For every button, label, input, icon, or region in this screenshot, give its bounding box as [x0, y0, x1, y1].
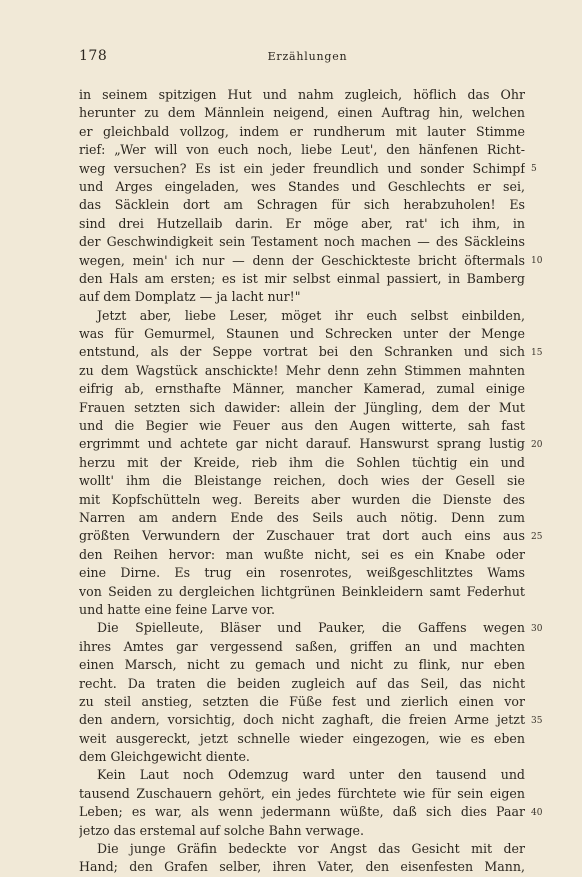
text-line: Hand; den Grafen selber, ihren Vater, den eisenfesten Mann,: [79, 859, 525, 875]
text-line: und hatte eine feine Larve vor.: [79, 601, 276, 617]
running-title: Erzählungen: [267, 50, 348, 63]
text-line: Leben; es war, als wenn jedermann wüßte, daß sich dies Paar: [79, 804, 525, 820]
margin-line-number: 35: [531, 715, 543, 726]
text-line: jetzo das erstemal auf solche Bahn verwage.: [79, 822, 364, 838]
text-line: sind drei Hutzellaib darin. Er möge aber, rat' ich ihm, in: [79, 215, 525, 231]
text-line: wegen, mein' ich nur — denn der Geschickteste bricht öftermals: [79, 252, 525, 268]
text-line: wollt' ihm die Bleistange reichen, doch wies der Gesell sie: [79, 473, 525, 489]
text-line: Die Spielleute, Bläser und Pauker, die Gaffens wegen: [97, 620, 525, 636]
text-line: und die Begier wie Feuer aus den Augen witterte, sah fast: [79, 418, 525, 434]
text-line: in seinem spitzigen Hut und nahm zugleich, höflich das Ohr: [79, 87, 525, 102]
text-line: Kein Laut noch Odemzug ward unter den tausend und: [97, 767, 525, 783]
page-header: [79, 48, 536, 66]
text-line: zu steil anstieg, setzten die Füße fest und zierlich einen vor: [79, 693, 525, 709]
text-line: von Seiden zu dergleichen lichtgrünen Beinkleidern samt Federhut: [79, 583, 525, 599]
text-line: tausend Zuschauern gehört, ein jedes fürchtete wie für sein eigen: [79, 785, 525, 801]
margin-line-number: 40: [531, 807, 543, 818]
text-line: den Reihen hervor: man wußte nicht, sei es ein Knabe oder: [79, 546, 525, 562]
text-line: ergrimmt und achtete gar nicht darauf. Hanswurst sprang lustig: [79, 436, 525, 452]
text-line: weit ausgereckt, jetzt schnelle wieder eingezogen, wie es eben: [79, 730, 525, 746]
text-line: weg versuchen? Es ist ein jeder freundlich und sonder Schimpf: [79, 160, 525, 176]
text-line: mit Kopfschütteln weg. Bereits aber wurden die Dienste des: [79, 491, 525, 507]
margin-line-number: 10: [531, 255, 543, 266]
text-line: dem Gleichgewicht diente.: [79, 749, 250, 765]
margin-line-number: 15: [531, 347, 543, 358]
text-line: recht. Da traten die beiden zugleich auf das Seil, das nicht: [79, 675, 525, 691]
text-line: er gleichbald vollzog, indem er rundherum mit lauter Stimme: [79, 123, 525, 139]
margin-line-number: 5: [531, 163, 537, 174]
margin-line-number: 25: [531, 531, 543, 542]
text-line: Narren am andern Ende des Seils auch nötig. Denn zum: [79, 509, 525, 525]
text-line: eine Dirne. Es trug ein rosenrotes, weißgeschlitztes Wams: [79, 565, 525, 581]
text-line: den Hals am ersten; es ist mir selbst einmal passiert, in Bamberg: [79, 270, 525, 286]
text-line: rief: „Wer will von euch noch, liebe Leut', den hänfenen Richt-: [79, 142, 525, 158]
text-line: herzu mit der Kreide, rieb ihm die Sohlen tüchtig ein und: [79, 454, 525, 470]
margin-line-number: 20: [531, 439, 543, 450]
text-line: größten Verwundern der Zuschauer trat dort auch eins aus: [79, 528, 525, 544]
text-line: der Geschwindigkeit sein Testament noch machen — des Säckleins: [79, 234, 525, 250]
text-line: Frauen setzten sich dawider: allein der Jüngling, dem der Mut: [79, 399, 525, 415]
text-line: Jetzt aber, liebe Leser, möget ihr euch selbst einbilden,: [97, 307, 525, 323]
page-number: 178: [79, 48, 108, 64]
text-line: und Arges eingeladen, wes Standes und Geschlechts er sei,: [79, 178, 525, 194]
text-line: Die junge Gräfin bedeckte vor Angst das Gesicht mit der: [97, 841, 525, 857]
text-line: zu dem Wagstück anschickte! Mehr denn zehn Stimmen mahnten: [79, 362, 525, 378]
text-line: das Säcklein dort am Schragen für sich herabzuholen! Es: [79, 197, 525, 213]
text-line: ihres Amtes gar vergessend saßen, griffen an und machten: [79, 638, 525, 654]
text-line: einen Marsch, nicht zu gemach und nicht zu flink, nur eben: [79, 657, 525, 673]
text-line: eifrig ab, ernsthafte Männer, mancher Kamerad, zumal einige: [79, 381, 525, 397]
body-text: [79, 86, 525, 877]
margin-line-number: 30: [531, 623, 543, 634]
text-line: auf dem Domplatz — ja lacht nur!": [79, 289, 301, 305]
text-line: den andern, vorsichtig, doch nicht zaghaft, die freien Arme jetzt: [79, 712, 525, 728]
text-line: entstund, als der Seppe vortrat bei den Schranken und sich: [79, 344, 525, 360]
text-line: was für Gemurmel, Staunen und Schrecken unter der Menge: [79, 326, 525, 342]
text-line: herunter zu dem Männlein neigend, einen Auftrag hin, welchen: [79, 105, 525, 121]
